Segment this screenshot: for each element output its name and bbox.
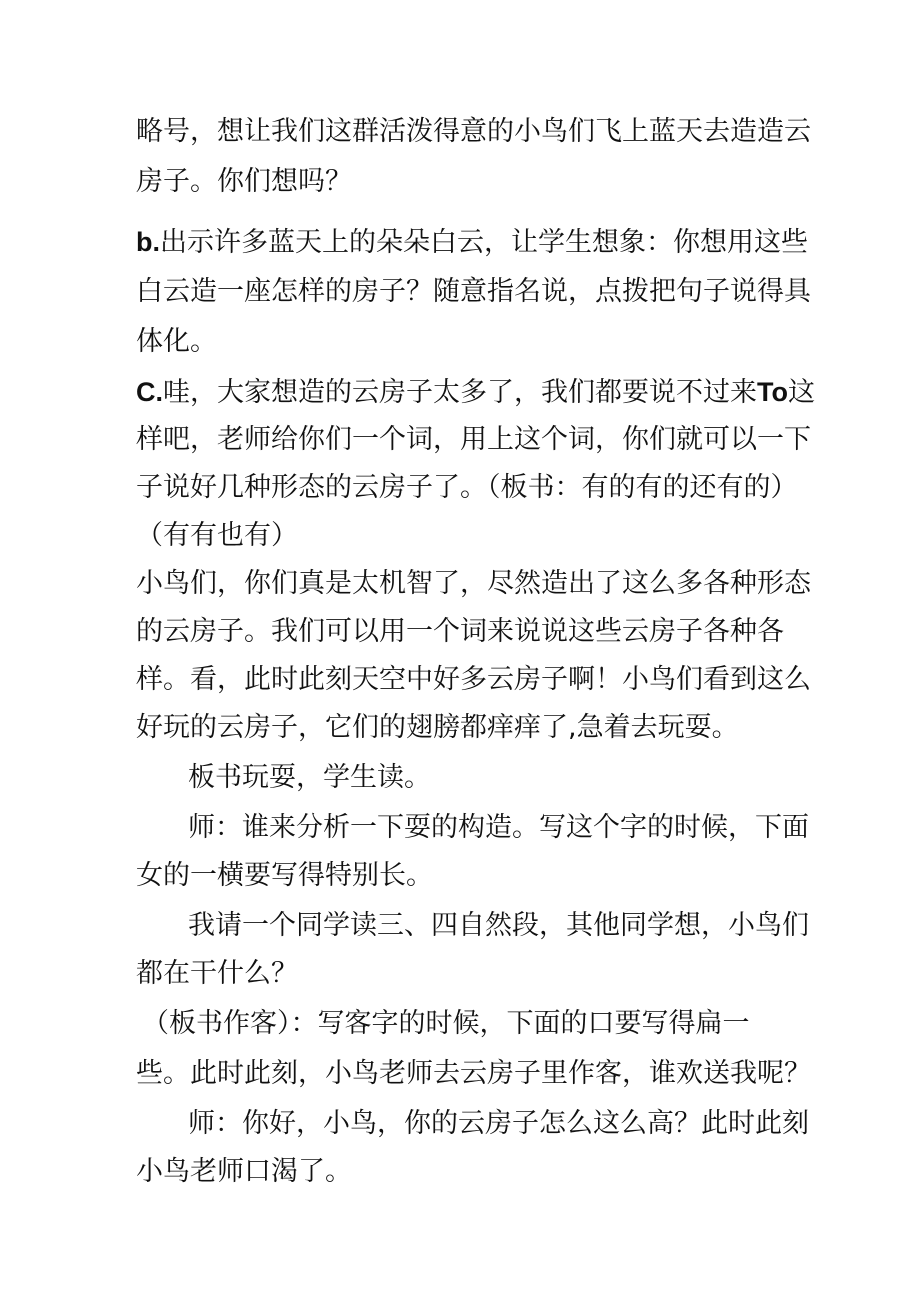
paragraph-2-line-3: 体化。 bbox=[136, 326, 217, 357]
paragraph-4-line-1: 小鸟们，你们真是太机智了，尽然造出了这么多各种形态 bbox=[136, 568, 811, 599]
paragraph-3-line-4: （有有也有） bbox=[136, 520, 298, 551]
paragraph-3-line-1-bold: To bbox=[757, 377, 788, 407]
paragraph-4-line-3: 样。看，此时此刻天空中好多云房子啊！小鸟们看到这么 bbox=[136, 664, 811, 695]
paragraph-2-line-2: 白云造一座怎样的房子？随意指名说，点拨把句子说得具 bbox=[136, 276, 811, 307]
paragraph-1-line-1: 略号，想让我们这群活泼得意的小鸟们飞上蓝天去造造云 bbox=[136, 116, 811, 147]
paragraph-1-line-2: 房子。你们想吗？ bbox=[136, 166, 352, 197]
paragraph-2-line-1-text: 出示许多蓝天上的朵朵白云，让学生想象：你想用这些 bbox=[160, 227, 808, 258]
paragraph-6-line-2: 女的一横要写得特别长。 bbox=[136, 860, 433, 891]
paragraph-3-line-1-text-b: 这 bbox=[787, 377, 815, 408]
list-marker-c: C. bbox=[136, 377, 163, 407]
paragraph-3-line-1-text-a: 哇，大家想造的云房子太多了，我们都要说不过来 bbox=[163, 377, 757, 408]
paragraph-6-line-1: 师：谁来分析一下耍的构造。写这个字的时候，下面 bbox=[188, 812, 809, 843]
paragraph-8-line-2: 些。此时此刻，小鸟老师去云房子里作客，谁欢送我呢？ bbox=[136, 1058, 811, 1089]
list-marker-b: b. bbox=[136, 227, 160, 257]
paragraph-3-line-1 bbox=[136, 372, 920, 413]
paragraph-7-line-1: 我请一个同学读三、四自然段，其他同学想，小鸟们 bbox=[188, 910, 809, 941]
paragraph-4-line-4: 好玩的云房子，它们的翅膀都痒痒了,急着去玩耍。 bbox=[136, 712, 739, 743]
paragraph-9-line-1: 师：你好，小鸟，你的云房子怎么这么高？此时此刻 bbox=[188, 1108, 809, 1139]
paragraph-9-line-2: 小鸟老师口渴了。 bbox=[136, 1156, 352, 1187]
paragraph-2-line-1 bbox=[136, 222, 920, 263]
paragraph-8-line-1: （板书作客）：写客字的时候，下面的口要写得扁一 bbox=[142, 1008, 750, 1039]
paragraph-5-line-1: 板书玩耍，学生读。 bbox=[188, 762, 431, 793]
paragraph-7-line-2: 都在干什么？ bbox=[136, 958, 298, 989]
paragraph-4-line-2: 的云房子。我们可以用一个词来说说这些云房子各种各 bbox=[136, 616, 784, 647]
paragraph-3-line-2: 样吧，老师给你们一个词，用上这个词，你们就可以一下 bbox=[136, 424, 811, 455]
paragraph-3-line-3: 子说好几种形态的云房子了。（板书：有的有的还有的） bbox=[136, 472, 798, 503]
